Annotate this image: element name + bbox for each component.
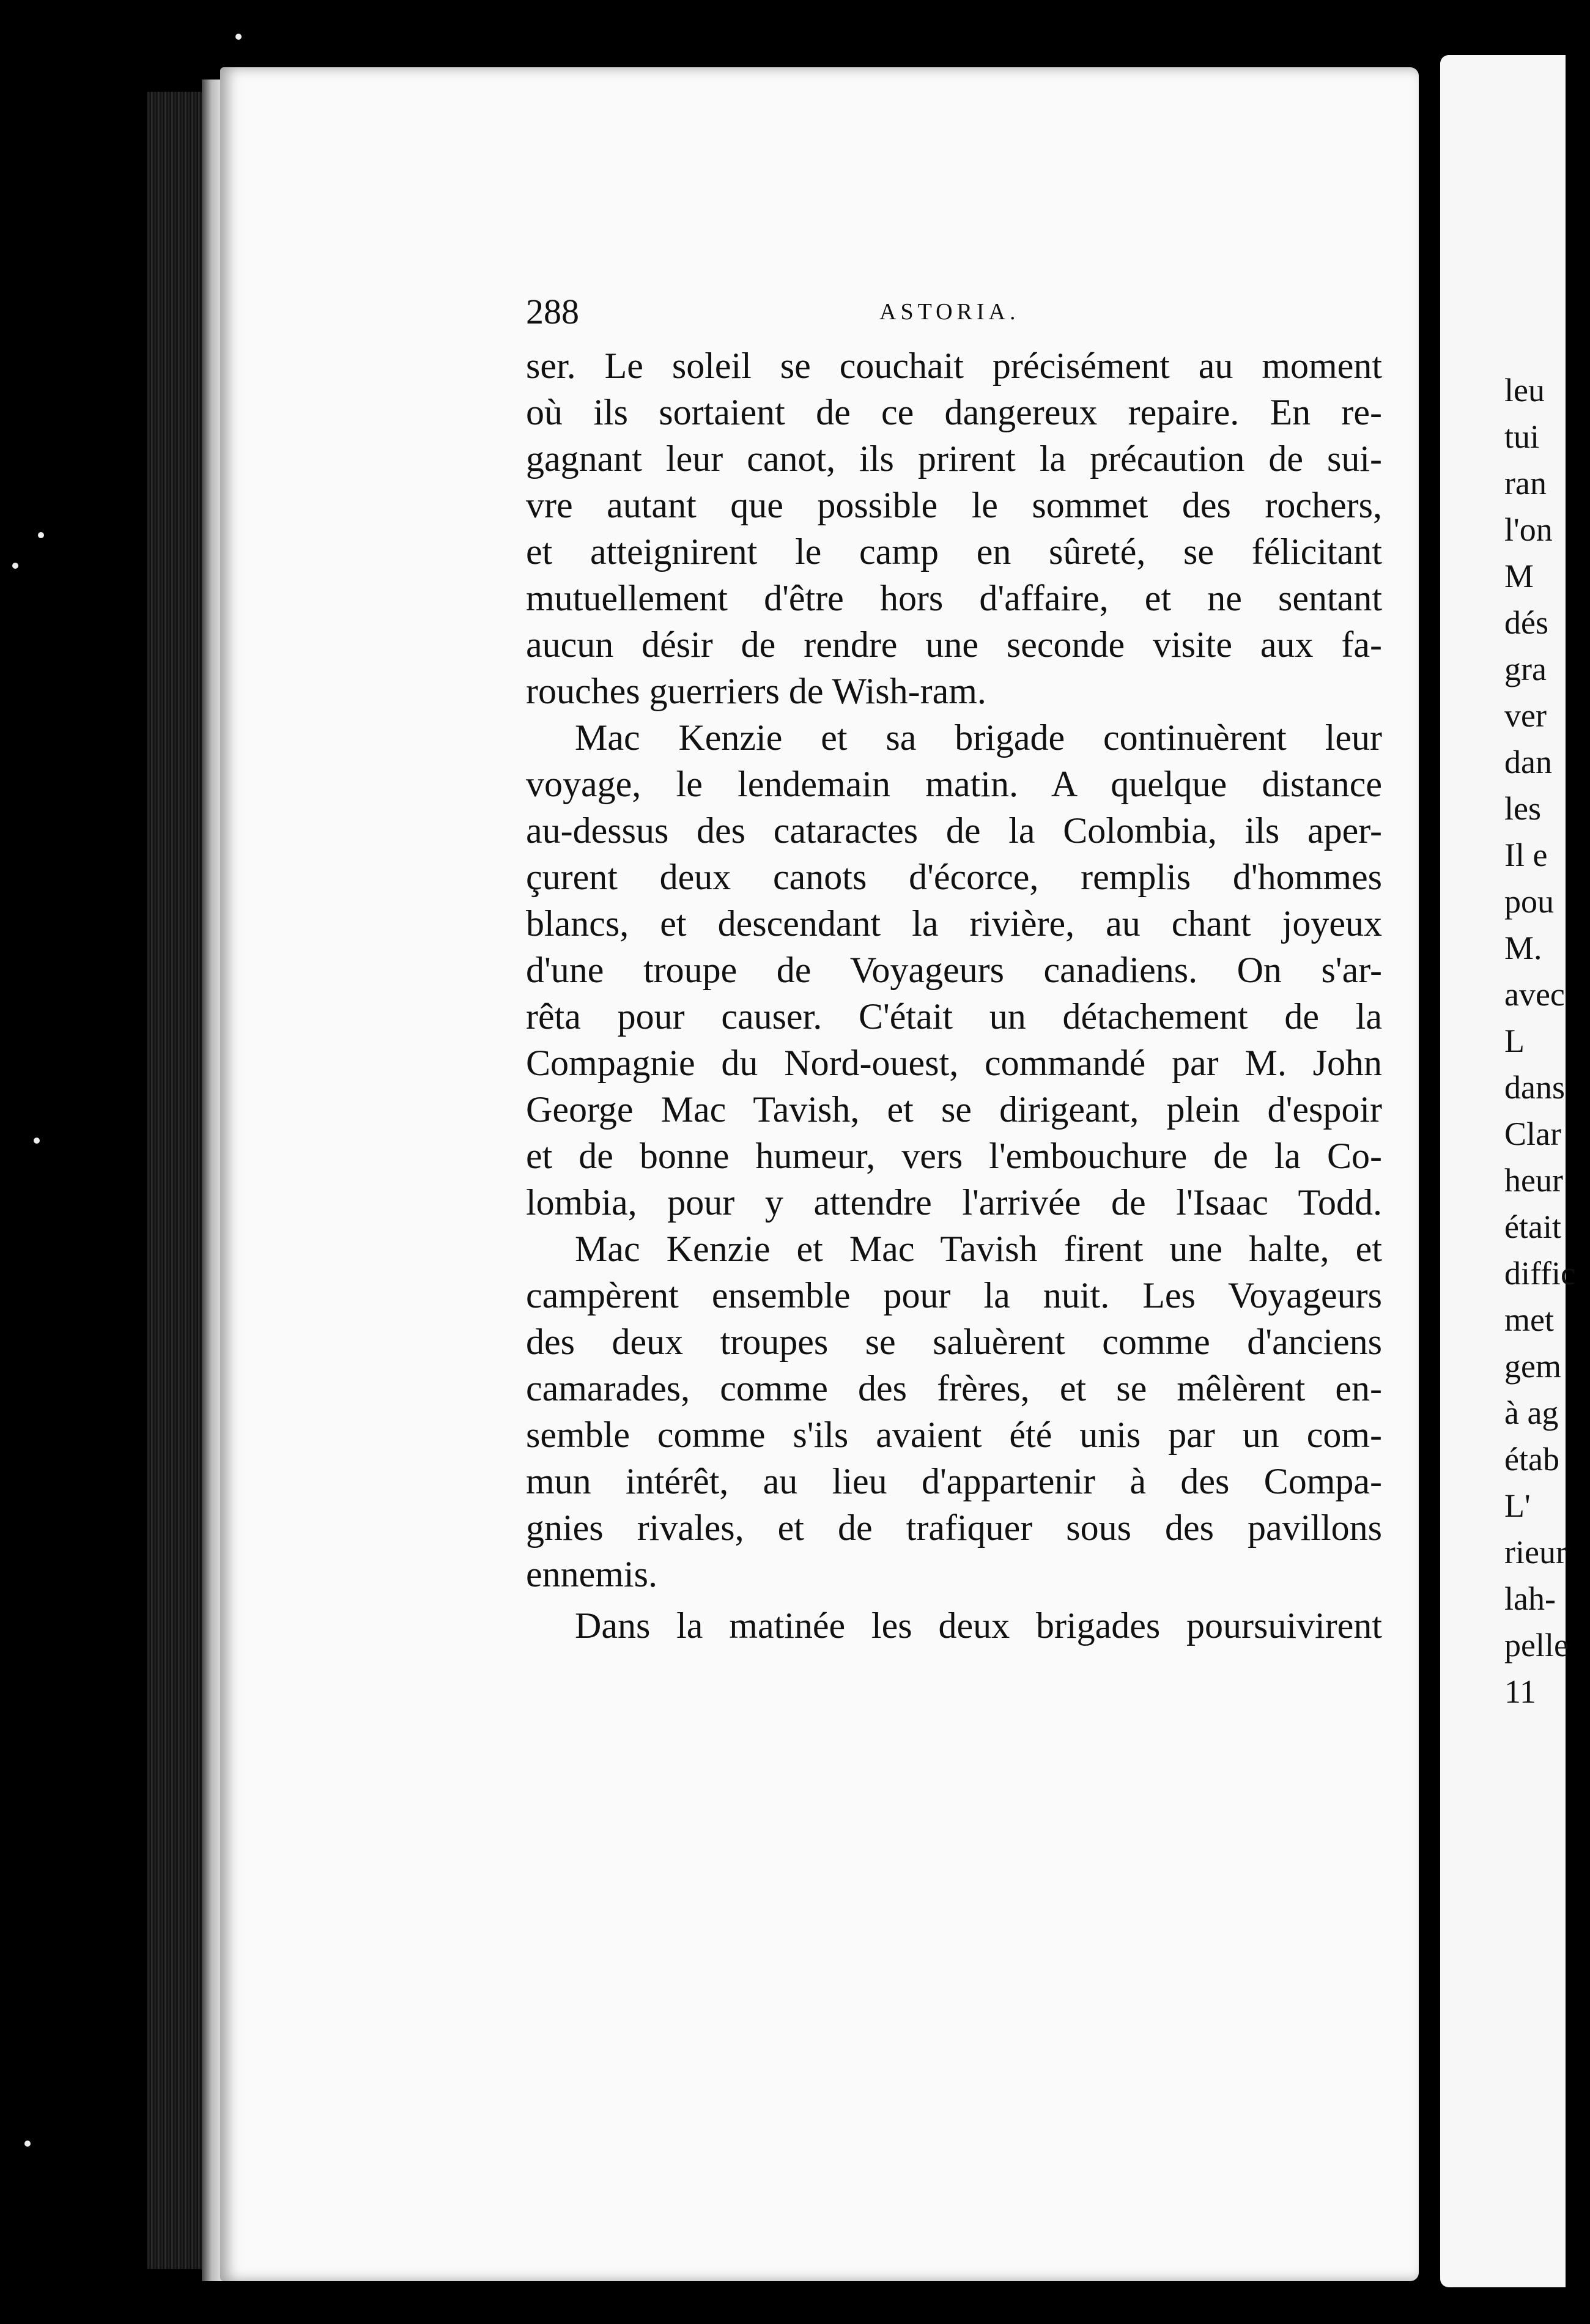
facing-line: M <box>1504 558 1534 594</box>
facing-line: ver <box>1504 697 1547 734</box>
facing-line: M. <box>1504 930 1542 966</box>
facing-line: 11 <box>1504 1673 1536 1710</box>
text-line: et de bonne humeur, vers l'embouchure de la Co- <box>526 1136 1382 1176</box>
text-line: ennemis. <box>526 1554 657 1594</box>
text-line: çurent deux canots d'écorce, remplis d'hommes <box>526 857 1382 897</box>
facing-line: Clar <box>1504 1116 1561 1152</box>
text-line: Mac Kenzie et Mac Tavish firent une halte, et <box>575 1229 1382 1269</box>
facing-line: pou <box>1504 883 1554 920</box>
facing-line: dans <box>1504 1069 1565 1106</box>
speck <box>12 563 18 569</box>
facing-line: avec <box>1504 976 1565 1013</box>
text-line: ser. Le soleil se couchait précisément au moment <box>526 346 1382 386</box>
text-line: voyage, le lendemain matin. A quelque distance <box>526 764 1382 804</box>
speck <box>34 1138 40 1144</box>
text-line: rêta pour causer. C'était un détachement de la <box>526 996 1382 1037</box>
facing-line: Il e <box>1504 837 1548 873</box>
text-line: blancs, et descendant la rivière, au chant joyeux <box>526 903 1382 944</box>
facing-line: était <box>1504 1208 1561 1245</box>
facing-line: diffic <box>1504 1255 1575 1292</box>
text-line: et atteignirent le camp en sûreté, se félicitant <box>526 531 1382 572</box>
text-line: aucun désir de rendre une seconde visite aux fa- <box>526 624 1382 665</box>
body-text <box>526 342 1382 1649</box>
text-line: au-dessus des cataractes de la Colombia, ils aper- <box>526 810 1382 851</box>
facing-line: leu <box>1504 372 1545 409</box>
facing-line: ran <box>1504 465 1547 501</box>
text-line: campèrent ensemble pour la nuit. Les Voyageurs <box>526 1275 1382 1316</box>
text-line: semble comme s'ils avaient été unis par un com- <box>526 1415 1382 1455</box>
running-head <box>526 291 1382 331</box>
text-line: des deux troupes se saluèrent comme d'anciens <box>526 1322 1382 1362</box>
facing-line: L' <box>1504 1487 1531 1524</box>
text-line: camarades, comme des frères, et se mêlèrent en- <box>526 1368 1382 1408</box>
text-line: d'une troupe de Voyageurs canadiens. On s'ar- <box>526 950 1382 990</box>
facing-line: gra <box>1504 651 1547 687</box>
text-line: mun intérêt, au lieu d'appartenir à des Compa- <box>526 1461 1382 1501</box>
facing-line: tui <box>1504 418 1540 455</box>
facing-line: lah- <box>1504 1580 1556 1617</box>
running-title: ASTORIA. <box>879 299 1020 325</box>
text-line: rouches guerriers de Wish-ram. <box>526 671 986 711</box>
facing-line: étab <box>1504 1441 1559 1478</box>
page-number: 288 <box>526 292 579 331</box>
text-line: où ils sortaient de ce dangereux repaire. En re- <box>526 392 1382 432</box>
text-line: lombia, pour y attendre l'arrivée de l'Isaac Todd. <box>526 1182 1382 1223</box>
facing-line: heur <box>1504 1162 1563 1199</box>
speck <box>24 2141 31 2147</box>
facing-line: l'on <box>1504 511 1553 548</box>
facing-line: dés <box>1504 604 1548 641</box>
text-line: gagnant leur canot, ils prirent la précaution de sui- <box>526 439 1382 479</box>
speck <box>38 532 44 538</box>
facing-line: gem <box>1504 1348 1561 1385</box>
text-line: gnies rivales, et de trafiquer sous des pavillons <box>526 1508 1382 1548</box>
facing-line: les <box>1504 790 1541 827</box>
text-line: vre autant que possible le sommet des rochers, <box>526 485 1382 525</box>
text-line: Compagnie du Nord-ouest, commandé par M. John <box>526 1043 1382 1083</box>
facing-line: à ag <box>1504 1394 1559 1431</box>
facing-line: pelle <box>1504 1627 1569 1663</box>
facing-line: met <box>1504 1301 1554 1338</box>
facing-page-text <box>1504 367 1590 1715</box>
text-line: Mac Kenzie et sa brigade continuèrent leur <box>575 717 1382 758</box>
facing-line: L <box>1504 1023 1525 1059</box>
facing-line: rieur <box>1504 1534 1567 1571</box>
text-line: George Mac Tavish, et se dirigeant, plein d'espoir <box>526 1089 1382 1130</box>
text-line: Dans la matinée les deux brigades poursuivirent <box>575 1605 1382 1646</box>
text-line: mutuellement d'être hors d'affaire, et ne sentant <box>526 578 1382 618</box>
facing-line: dan <box>1504 744 1552 780</box>
speck <box>235 34 242 40</box>
